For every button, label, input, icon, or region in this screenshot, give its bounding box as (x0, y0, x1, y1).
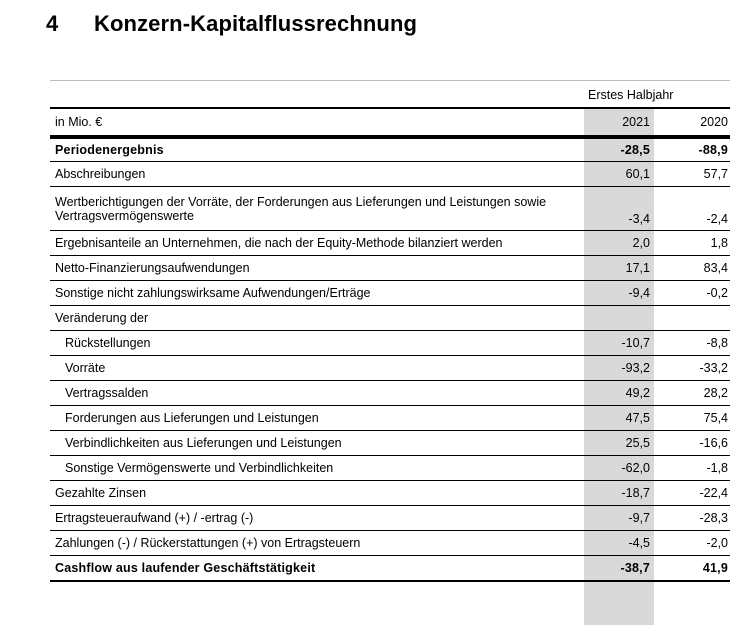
value-2021: -93,2 (584, 356, 654, 381)
table-top-rule (50, 80, 730, 81)
value-2020: 83,4 (654, 256, 730, 281)
row-label: Periodenergebnis (50, 137, 584, 162)
table-row (50, 331, 730, 356)
row-label: Forderungen aus Lieferungen und Leistungen (50, 406, 584, 431)
value-2020: 57,7 (654, 162, 730, 187)
value-2021: -28,5 (584, 137, 654, 162)
row-label: Gezahlte Zinsen (50, 481, 584, 506)
row-label: Ertragsteueraufwand (+) / -ertrag (-) (50, 506, 584, 531)
value-2020: 75,4 (654, 406, 730, 431)
unit-label: in Mio. € (50, 108, 584, 137)
table-row (50, 456, 730, 481)
value-2020: -88,9 (654, 137, 730, 162)
row-label: Sonstige Vermögenswerte und Verbindlichkeiten (50, 456, 584, 481)
table-row (50, 431, 730, 456)
table-row (50, 556, 730, 582)
table-row (50, 162, 730, 187)
value-2020: -8,8 (654, 331, 730, 356)
table-row (50, 256, 730, 281)
table-row (50, 231, 730, 256)
row-label: Vertragssalden (50, 381, 584, 406)
year-header-row (50, 108, 730, 137)
year-2020-header: 2020 (654, 108, 730, 137)
value-2020: 1,8 (654, 231, 730, 256)
value-2020: -2,0 (654, 531, 730, 556)
value-2021: 49,2 (584, 381, 654, 406)
value-2020: -0,2 (654, 281, 730, 306)
value-2021: -9,7 (584, 506, 654, 531)
section-number: 4 (46, 11, 59, 36)
section-title: Konzern-Kapitalflussrechnung (94, 11, 418, 36)
value-2021: 2,0 (584, 231, 654, 256)
value-2020: -22,4 (654, 481, 730, 506)
value-2020: 41,9 (654, 556, 730, 582)
value-2020 (654, 306, 730, 331)
value-2021: -38,7 (584, 556, 654, 582)
row-label: Sonstige nicht zahlungswirksame Aufwendungen/Erträge (50, 281, 584, 306)
table-row (50, 481, 730, 506)
table-row (50, 381, 730, 406)
value-2021: -18,7 (584, 481, 654, 506)
table-row (50, 281, 730, 306)
row-label: Veränderung der (50, 306, 584, 331)
row-label: Vorräte (50, 356, 584, 381)
value-2021: -10,7 (584, 331, 654, 356)
year-2021-header: 2021 (584, 108, 654, 137)
value-2021: 47,5 (584, 406, 654, 431)
row-label: Zahlungen (-) / Rückerstattungen (+) von Ertragsteuern (50, 531, 584, 556)
row-label: Verbindlichkeiten aus Lieferungen und Leistungen (50, 431, 584, 456)
value-2021: 17,1 (584, 256, 654, 281)
value-2020: -16,6 (654, 431, 730, 456)
period-header: Erstes Halbjahr (588, 87, 674, 102)
table-row (50, 506, 730, 531)
row-label: Wertberichtigungen der Vorräte, der Forderungen aus Lieferungen und Leistungen sowie Vertragsvermögenswerte (50, 187, 584, 231)
value-2021: 60,1 (584, 162, 654, 187)
value-2021: -62,0 (584, 456, 654, 481)
section-heading (46, 11, 417, 37)
row-label: Rückstellungen (50, 331, 584, 356)
value-2020: -28,3 (654, 506, 730, 531)
cash-flow-table (50, 82, 730, 582)
table-row (50, 356, 730, 381)
table-row (50, 137, 730, 162)
value-2021: -4,5 (584, 531, 654, 556)
value-2020: 28,2 (654, 381, 730, 406)
table-row (50, 306, 730, 331)
value-2021: 25,5 (584, 431, 654, 456)
value-2020: -2,4 (654, 187, 730, 231)
row-label: Cashflow aus laufender Geschäftstätigkeit (50, 556, 584, 582)
value-2021 (584, 306, 654, 331)
row-label: Abschreibungen (50, 162, 584, 187)
value-2020: -33,2 (654, 356, 730, 381)
value-2021: -9,4 (584, 281, 654, 306)
period-header-row (50, 82, 730, 108)
row-label: Netto-Finanzierungsaufwendungen (50, 256, 584, 281)
value-2020: -1,8 (654, 456, 730, 481)
value-2021: -3,4 (584, 187, 654, 231)
table-row (50, 187, 730, 231)
table-row (50, 531, 730, 556)
row-label: Ergebnisanteile an Unternehmen, die nach der Equity-Methode bilanziert werden (50, 231, 584, 256)
table-row (50, 406, 730, 431)
